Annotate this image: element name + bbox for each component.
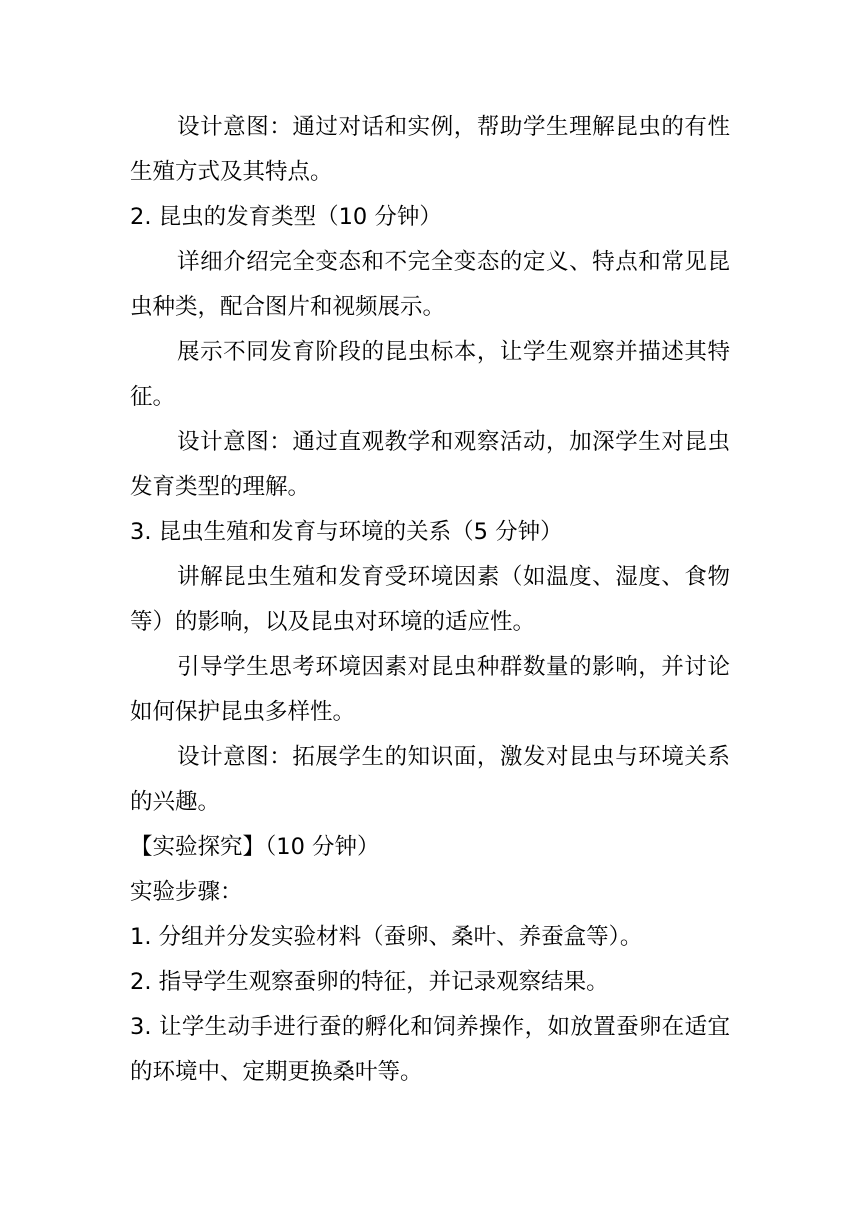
paragraph-design-intent-environment: 设计意图：拓展学生的知识面，激发对昆虫与环境关系的兴趣。 — [130, 744, 730, 815]
paragraph-environment-factors: 讲解昆虫生殖和发育受环境因素（如温度、湿度、食物等）的影响，以及昆虫对环境的适应性。 — [130, 564, 730, 635]
paragraph-metamorphosis-intro: 详细介绍完全变态和不完全变态的定义、特点和常见昆虫种类，配合图片和视频展示。 — [130, 249, 730, 320]
heading-environment-relation: 3. 昆虫生殖和发育与环境的关系（5 分钟） — [130, 519, 563, 545]
label-experiment-steps: 实验步骤： — [130, 879, 243, 905]
paragraph-design-intent-reproduction: 设计意图：通过对话和实例，帮助学生理解昆虫的有性生殖方式及其特点。 — [130, 114, 730, 185]
list-item-step-3: 3. 让学生动手进行蚕的孵化和饲养操作，如放置蚕卵在适宜的环境中、定期更换桑叶等。 — [130, 1014, 730, 1085]
heading-experiment-inquiry: 【实验探究】（10 分钟） — [130, 834, 380, 860]
list-item-step-2: 2. 指导学生观察蚕卵的特征，并记录观察结果。 — [130, 969, 609, 995]
paragraph-guide-thinking: 引导学生思考环境因素对昆虫种群数量的影响，并讨论如何保护昆虫多样性。 — [130, 654, 730, 725]
document-body — [130, 105, 730, 1095]
paragraph-design-intent-development: 设计意图：通过直观教学和观察活动，加深学生对昆虫发育类型的理解。 — [130, 429, 730, 500]
paragraph-specimen-display: 展示不同发育阶段的昆虫标本，让学生观察并描述其特征。 — [130, 339, 730, 410]
heading-development-types: 2. 昆虫的发育类型（10 分钟） — [130, 204, 442, 230]
list-item-step-1: 1. 分组并分发实验材料（蚕卵、桑叶、养蚕盒等）。 — [130, 924, 643, 950]
